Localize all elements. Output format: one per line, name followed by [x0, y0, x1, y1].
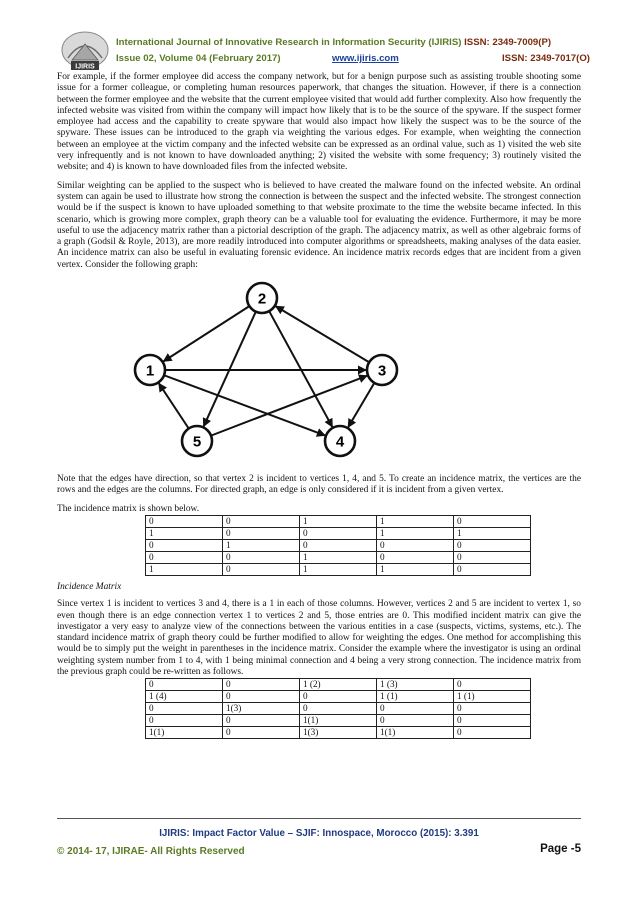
vertex-label: 3	[377, 362, 387, 380]
journal-title: International Journal of Innovative Research in Information Security (IJIRIS)	[116, 37, 462, 48]
graph-vertex-4	[325, 426, 355, 456]
table-cell: 0	[223, 527, 300, 539]
table-cell: 1	[377, 527, 454, 539]
table-cell: 0	[223, 551, 300, 563]
paragraph: Similar weighting can be applied to the suspect who is believed to have created the malware found on the infected website. An ordinal system can again be used to illustrate how strong the connection is between the suspect and the infected website. The strongest connection would be if the suspect is known to have uploaded something to that website proximate to the time the website became infected. In this scenario, which is growing more complex, graph theory can be a valuable tool for evaluating the evidence. Furthermore, it may be more useful to use the adjacency matrix rather than a pictorial description of the graph. The adjacency matrix, as well as other algebraic forms of a graph (Godsil & Royle, 2013), are more readily introduced into computer algorithms or spreadsheets, making analyses of the data easier. An incidence matrix can also be useful in evaluating forensic evidence. An incidence matrix records edges that are incident from a given vertex. Consider the following graph:	[57, 180, 581, 270]
table-cell: 0	[223, 563, 300, 575]
weighted-incidence-matrix-table	[145, 678, 531, 739]
table-cell: 0	[223, 691, 300, 703]
vertex-label: 5	[192, 433, 202, 451]
footer-divider	[57, 818, 581, 819]
table-cell: 0	[454, 515, 531, 527]
journal-header	[60, 30, 590, 78]
table-cell: 1(1)	[146, 727, 223, 739]
journal-title-line	[116, 37, 551, 48]
table-cell: 0	[300, 527, 377, 539]
vertex-label: 4	[335, 433, 345, 451]
table-cell: 1	[377, 563, 454, 575]
table-cell: 1	[454, 527, 531, 539]
table-cell: 1 (1)	[377, 691, 454, 703]
table-cell: 0	[223, 715, 300, 727]
table-row	[146, 539, 531, 551]
table-row	[146, 679, 531, 691]
table-cell: 0	[300, 691, 377, 703]
table-cell: 0	[223, 679, 300, 691]
table-cell: 1(3)	[223, 703, 300, 715]
table-cell: 1(1)	[377, 727, 454, 739]
table-cell: 1 (3)	[377, 679, 454, 691]
table-cell: 0	[454, 679, 531, 691]
paragraph: For example, if the former employee did access the company network, but for a benign purpose such as assisting trouble shooting some issue for a former colleague, or completing human resources paperwork, that changes the situation. However, if there is a connection between the former employee and the website that the current employee visited that would add further complexity. Also how frequently the infected website was visited from within the company will impact how likely that is to be the source of the spyware. If the suspect former employee had access and the capability to create spyware that would also impact how likely the suspect was to be the source of the spyware. These issues can be introduced to the graph via weighting the various edges. For example, when weighting the connection between an employee at the victim company and the infected website can be expressed as an ordinal value, such as 1) visited the web site very infrequently and is not known to have downloaded anything; 2) visited the website with some frequency; 3) routinely visited the website; and 4) is known to have downloaded files from the infected website.	[57, 72, 581, 173]
matrix-caption: Incidence Matrix	[57, 581, 122, 592]
incidence-matrix-table	[145, 515, 531, 576]
table-cell: 1 (2)	[300, 679, 377, 691]
table-cell: 0	[146, 551, 223, 563]
table-cell: 1(1)	[300, 715, 377, 727]
graph-edge-3-2	[276, 306, 369, 362]
table-row	[146, 691, 531, 703]
table-cell: 1	[300, 551, 377, 563]
page-footer	[57, 818, 581, 857]
table-cell: 1 (1)	[454, 691, 531, 703]
directed-graph-figure	[57, 278, 581, 468]
page-number: Page -5	[540, 843, 581, 855]
paragraph: Note that the edges have direction, so that vertex 2 is incident to vertices 1, 4, and 5. To create an incidence matrix, the vertices are the rows and the edges are the columns. For directed graph, an edge is only considered if it is incident from a given vertex.	[57, 474, 581, 496]
journal-logo	[60, 30, 110, 76]
table-cell: 1	[300, 563, 377, 575]
table-cell: 0	[377, 703, 454, 715]
table-cell: 0	[377, 551, 454, 563]
website-link[interactable]: www.ijiris.com	[332, 53, 399, 64]
table-cell: 0	[223, 727, 300, 739]
table-cell: 1	[377, 515, 454, 527]
table-cell: 0	[223, 515, 300, 527]
impact-factor: IJIRIS: Impact Factor Value – SJIF: Innospace, Morocco (2015): 3.391	[159, 828, 479, 839]
vertex-label: 2	[257, 290, 267, 308]
table-cell: 1(3)	[300, 727, 377, 739]
issue-line	[116, 53, 590, 64]
directed-graph	[57, 278, 581, 468]
table-row	[146, 727, 531, 739]
table-row	[146, 715, 531, 727]
table-cell: 0	[300, 539, 377, 551]
logo-text: IJIRIS	[75, 63, 95, 71]
table-cell: 0	[146, 703, 223, 715]
table-cell: 0	[454, 715, 531, 727]
table-cell: 0	[454, 563, 531, 575]
table-cell: 0	[146, 539, 223, 551]
article-body	[57, 72, 581, 739]
graph-vertex-2	[247, 283, 277, 313]
paragraph: Since vertex 1 is incident to vertices 3 and 4, there is a 1 in each of those columns. However, vertices 2 and 5 are incident to vertex 1, so even though there is an edge connection vertex 1 to vertices 2 and 5, those entries are 0. This modified incident matrix can give the investigator a very easy to analyze view of the connections between the various entities in a case (suspects, victims, systems, etc.). The standard incidence matrix of graph theory could be further modified to allow for weighting the edges. One method for accomplishing this would be to simply put the weight in parentheses in the incidence matrix. Consider the example where the investigator is using an ordinal weighting system number from 1 to 4, with 1 being minimal connection and 4 being a very strong connection. The incidence matrix from the previous graph could be re-written as follows.	[57, 599, 581, 678]
table-cell: 0	[146, 715, 223, 727]
table-cell: 0	[454, 551, 531, 563]
table-row	[146, 551, 531, 563]
table-row	[146, 563, 531, 575]
table-cell: 1	[300, 515, 377, 527]
table-cell: 1	[146, 563, 223, 575]
issue-info: Issue 02, Volume 04 (February 2017)	[116, 53, 281, 64]
vertex-label: 1	[145, 362, 155, 380]
graph-vertex-3	[367, 355, 397, 385]
table-cell: 0	[146, 515, 223, 527]
table-cell: 1	[223, 539, 300, 551]
table-cell: 0	[454, 703, 531, 715]
table-cell: 0	[377, 715, 454, 727]
issn-print: ISSN: 2349-7009(P)	[464, 37, 552, 48]
table-row	[146, 527, 531, 539]
table-cell: 0	[300, 703, 377, 715]
graph-edge-3-4	[348, 383, 374, 427]
graph-edge-5-1	[159, 383, 189, 428]
graph-vertex-1	[135, 355, 165, 385]
table-row	[146, 515, 531, 527]
graph-vertex-5	[182, 426, 212, 456]
table-cell: 0	[454, 539, 531, 551]
table-row	[146, 703, 531, 715]
table-cell: 1 (4)	[146, 691, 223, 703]
issn-online: ISSN: 2349-7017(O)	[502, 53, 590, 64]
table-cell: 0	[454, 727, 531, 739]
copyright: © 2014- 17, IJIRAE- All Rights Reserved	[57, 846, 245, 857]
table-cell: 0	[146, 679, 223, 691]
table-cell: 0	[377, 539, 454, 551]
table-cell: 1	[146, 527, 223, 539]
paragraph: The incidence matrix is shown below.	[57, 503, 200, 514]
